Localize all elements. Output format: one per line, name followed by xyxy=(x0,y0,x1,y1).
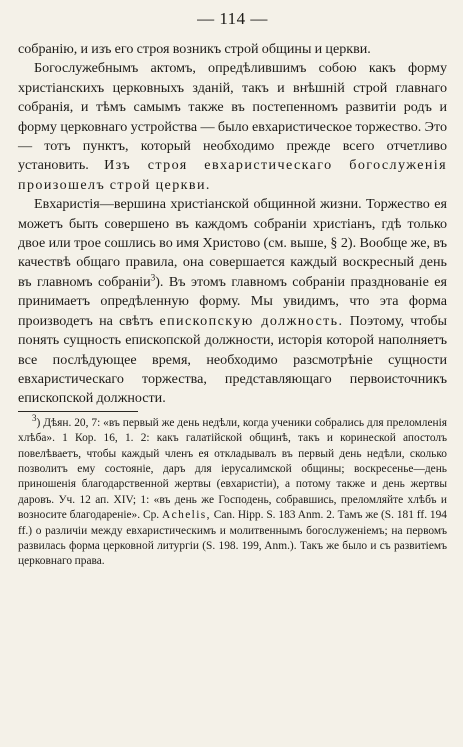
paragraph-2-text: Богослужебнымъ актомъ, опредѣлившимъ собою какъ форму христіанскихъ церковныхъ зданій, такъ и внѣшній строй главнаго собранія, и тѣмъ самымъ также въ постепенномъ развитіи родъ и форму церковнаго устройства — было евхаристическое торжество. Это — тотъ пунктъ, который необходимо прежде всего отчетливо установить. xyxy=(18,60,447,174)
paragraph-3-text-b: ). Въ этомъ главномъ собраніи празднованіе ея принимаетъ опредѣленную форму. Мы увидимъ, что эта форма производетъ на свѣтъ xyxy=(18,273,447,329)
paragraph-1-text: собранію, и изъ его строя возникъ строй общины и церкви. xyxy=(18,41,371,57)
paragraph-2 xyxy=(18,59,447,195)
page-number: — 114 — xyxy=(197,9,268,28)
footnote-divider xyxy=(18,411,138,412)
footnote xyxy=(18,412,447,570)
paragraph-1 xyxy=(18,40,447,59)
paragraph-3-text-a: Евхаристія—вершина христіанской общинной жизни. Торжество ея можетъ быть совершено въ каждомъ собраніи христіанъ, гдѣ только двое или трое сошлись во имя Христово (см. выше, § 2). Вообще же, въ качествѣ общаго правила, она совершается каждый воскресный день въ главномъ собраніи xyxy=(18,196,447,290)
main-text xyxy=(18,40,447,409)
paragraph-2-spaced-thesis: Изъ строя евхаристическаго богослуженія произошелъ строй церкви. xyxy=(18,157,447,193)
footnote-paragraph xyxy=(18,412,447,570)
footnote-text-b: Can. Hipp. S. 183 Anm. 2. Тамъ же (S. 181 ff. 194 ff.) о различіи между евхаристическимъ и молитвеннымъ богослуженіемъ; на первомъ развилась форма церковной литургіи (S. 198. 199, Anm.). Такъ же было и съ развитіемъ церковнаго права. xyxy=(18,509,447,568)
footnote-author-spaced: Achelis, xyxy=(162,509,211,522)
footnote-text-a: ) Дѣян. 20, 7: «въ первый же день недѣли, когда ученики собрались для преломленія хлѣба». 1 Кор. 16, 1. 2: какъ галатійской общинѣ, такъ и коринеской апостолъ повелѣваетъ, чтобы каждый членъ ея откладывалъ въ первый день недѣли, сколько позволитъ ему состояніе, даръ для іерусалимской общины; воскресенье—день приношенія благодарственной жертвы (евхаристіи), а потому также и день жертвы даровъ. Уч. 12 ап. XIV; 1: «въ день же Господень, собравшись, преломляйте хлѣбъ и возносите благодареніе». Ср. xyxy=(18,416,447,522)
paragraph-3-spaced-term: епископскую должность. xyxy=(159,312,344,329)
paragraph-3-text-c: Поэтому, чтобы понять сущность епископской должности, исторія которой наполняетъ все послѣдующее время, необходимо разсмотрѣніе сущности евхаристическаго торжества, представляющаго первоисточникъ епископской должности. xyxy=(18,312,448,407)
footnote-reference: 3 xyxy=(150,272,156,283)
paragraph-3 xyxy=(18,195,447,408)
footnote-marker: 3 xyxy=(32,412,37,423)
